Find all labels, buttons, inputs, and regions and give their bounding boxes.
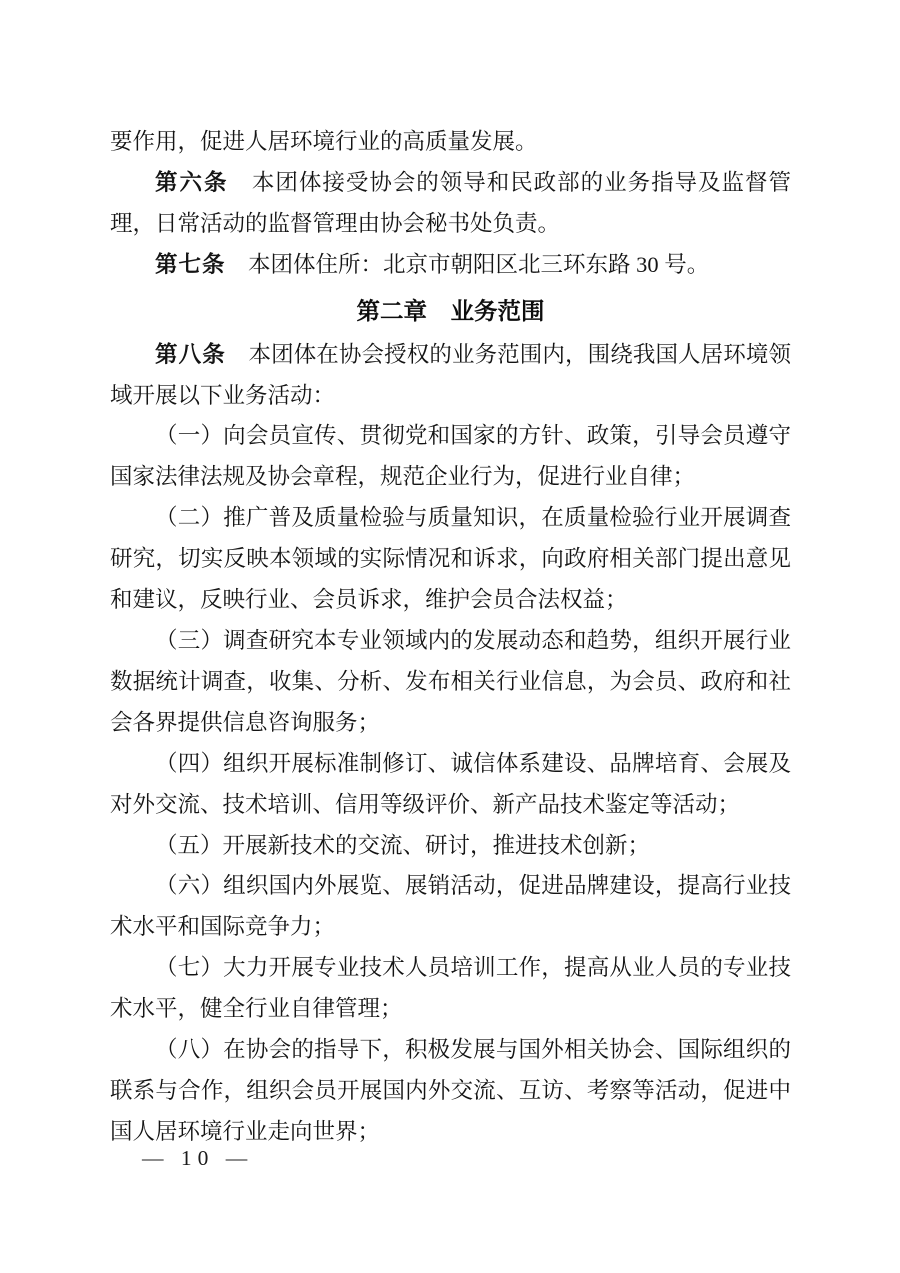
continuation-paragraph: 要作用，促进人居环境行业的高质量发展。 bbox=[110, 129, 538, 154]
list-item-paragraph: （五）开展新技术的交流、研讨，推进技术创新； bbox=[155, 832, 651, 858]
list-item-paragraph: （八）在协会的指导下，积极发展与国外相关协会、国际组织的联系与合作，组织会员开展国内外交流、互访、考察等活动，促进中国人居环境行业走向世界； bbox=[110, 1037, 791, 1144]
list-item-paragraph: （三）调查研究本专业领域内的发展动态和趋势，组织开展行业数据统计调查，收集、分析、发布相关行业信息，为会员、政府和社会各界提供信息咨询服务； bbox=[110, 627, 791, 735]
article-number-label: 第六条 bbox=[155, 169, 229, 195]
list-item-paragraph: （二）推广普及质量检验与质量知识，在质量检验行业开展调查研究，切实反映本领域的实际情况和诉求，向政府相关部门提出意见和建议，反映行业、会员诉求，维护会员合法权益； bbox=[110, 505, 791, 613]
list-item-paragraph: （六）组织国内外展览、展销活动，促进品牌建设，提高行业技术水平和国际竞争力； bbox=[110, 873, 791, 940]
article-paragraph bbox=[110, 163, 791, 245]
list-item-paragraph: （七）大力开展专业技术人员培训工作，提高从业人员的专业技术水平，健全行业自律管理； bbox=[110, 955, 791, 1022]
article-text: 本团体住所：北京市朝阳区北三环东路 30 号。 bbox=[248, 251, 710, 277]
article-number-label: 第八条 bbox=[155, 341, 226, 367]
list-item-paragraph: （四）组织开展标准制修订、诚信体系建设、品牌培育、会展及对外交流、技术培训、信用等级评价、新产品技术鉴定等活动； bbox=[110, 750, 791, 817]
article-paragraph bbox=[110, 335, 791, 417]
article-text: 本团体在协会授权的业务范围内，围绕我国人居环境领域开展以下业务活动： bbox=[110, 341, 791, 408]
document-body bbox=[110, 122, 791, 1153]
article-number-label: 第七条 bbox=[155, 251, 226, 277]
page-number: — 10 — bbox=[142, 1146, 254, 1170]
chapter-heading: 第二章 业务范围 bbox=[356, 297, 545, 324]
list-item-paragraph: （一）向会员宣传、贯彻党和国家的方针、政策，引导会员遵守国家法律法规及协会章程，规范企业行为，促进行业自律； bbox=[110, 423, 791, 490]
article-paragraph bbox=[110, 245, 791, 286]
article-text: 本团体接受协会的领导和民政部的业务指导及监督管理，日常活动的监督管理由协会秘书处负责。 bbox=[110, 169, 791, 236]
